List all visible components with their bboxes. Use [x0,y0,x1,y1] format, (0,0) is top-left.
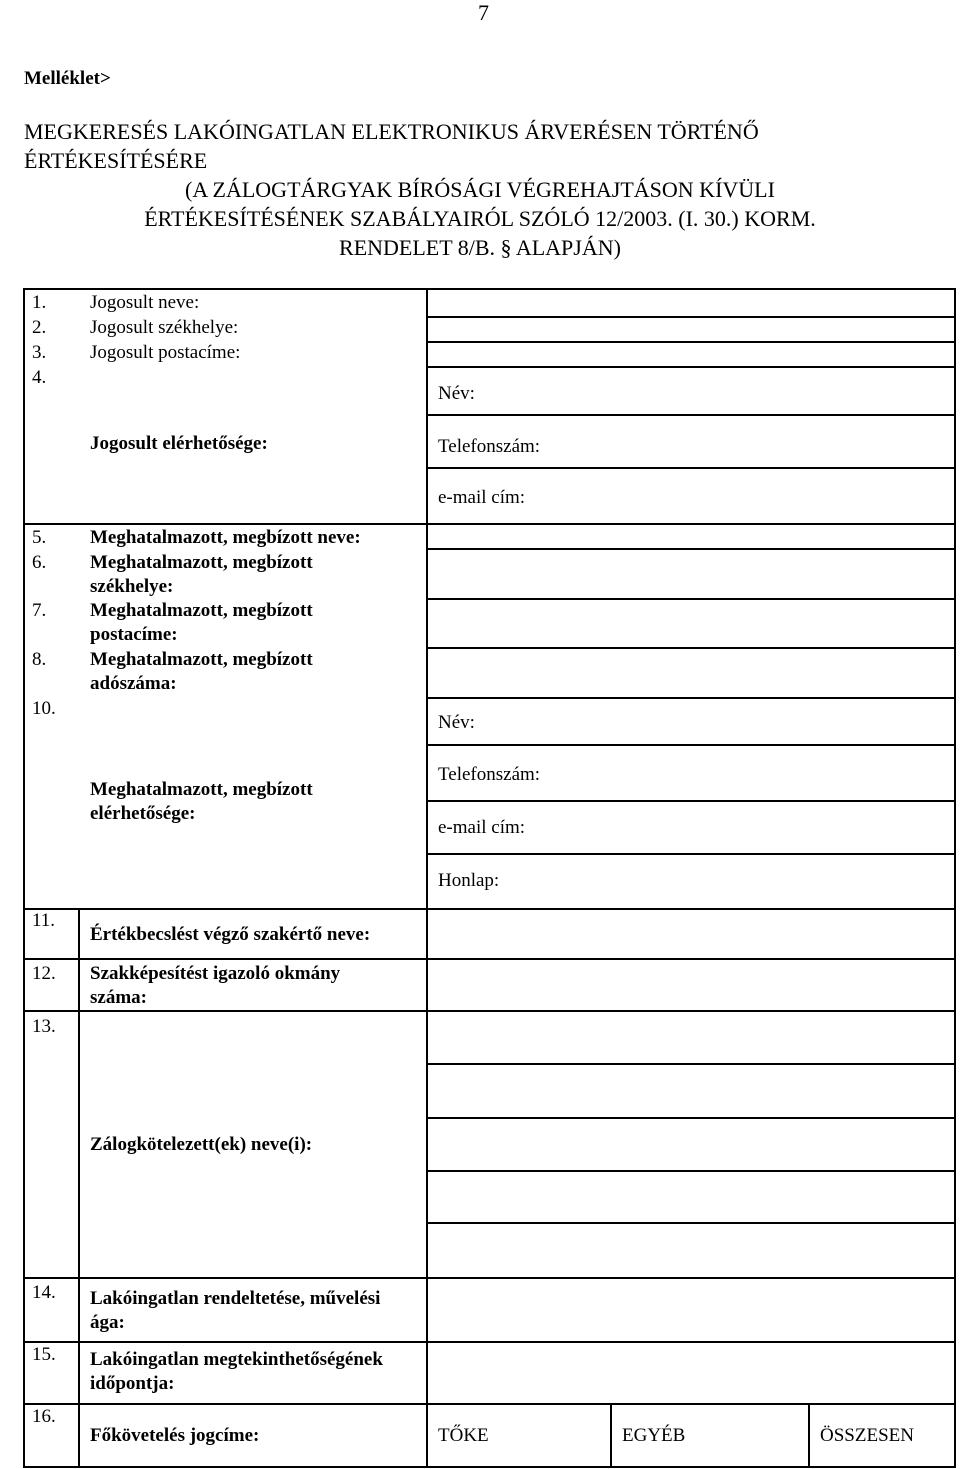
row-8-number: 8. [32,649,47,670]
title-line-2: ÉRTÉKESÍTÉSÉRE [24,148,208,173]
row-7-number: 7. [32,600,47,621]
column-header-osszesen: ÖSSZESEN [820,1425,914,1446]
row-1-number: 1. [32,292,47,313]
row-13-label: Zálogkötelezett(ek) neve(i): [90,1134,313,1155]
row-11-label: Értékbecslést végző szakértő neve: [90,924,371,945]
table-border-left [23,288,25,1468]
row-8-label-line-1: Meghatalmazott, megbízott [90,649,313,670]
row-6-label-line-1: Meghatalmazott, megbízott [90,552,313,573]
row-4-name-field: Név: [438,383,475,404]
row-7-label-line-2: postacíme: [90,624,178,645]
row-4-label: Jogosult elérhetősége: [90,433,268,454]
table-border-right [954,288,956,1468]
title-line-3: (A ZÁLOGTÁRGYAK BÍRÓSÁGI VÉGREHAJTÁSON KÍVÜLI [185,177,775,202]
cell-line [426,744,956,746]
row-12-label-line-2: száma: [90,987,147,1008]
row-12-number: 12. [32,963,56,984]
row-14-label-line-2: ága: [90,1312,125,1333]
row-line [23,958,956,960]
cell-line [426,548,956,550]
title-line-5: RENDELET 8/B. § ALAPJÁN) [339,235,621,260]
row-15-number: 15. [32,1344,56,1365]
row-15-label-line-1: Lakóingatlan megtekinthetőségének [90,1349,383,1370]
row-15-label-line-2: időpontja: [90,1373,175,1394]
row-5-number: 5. [32,527,47,548]
column-divider-number [78,908,80,1468]
row-5-label: Meghatalmazott, megbízott neve: [90,527,361,548]
row-10-name-field: Név: [438,712,475,733]
row-line [23,908,956,910]
row-14-number: 14. [32,1282,56,1303]
column-header-toke: TŐKE [438,1425,489,1446]
cell-line [426,800,956,802]
row-7-label-line-1: Meghatalmazott, megbízott [90,600,313,621]
cell-line [426,697,956,699]
row-1-label: Jogosult neve: [90,292,200,313]
row-3-number: 3. [32,342,47,363]
page-number: 7 [478,0,489,25]
row-4-email-field: e-mail cím: [438,487,526,508]
row-10-email-field: e-mail cím: [438,817,526,838]
row-10-phone-field: Telefonszám: [438,764,541,785]
row-6-number: 6. [32,552,47,573]
cell-line [426,316,956,318]
column-divider-value [426,288,428,1468]
row-10-label-line-1: Meghatalmazott, megbízott [90,779,313,800]
cell-line [426,467,956,469]
cell-line [426,341,956,343]
column-divider-osszesen [808,1403,810,1468]
row-8-label-line-2: adószáma: [90,673,177,694]
cell-line [426,1222,956,1224]
row-14-label-line-1: Lakóingatlan rendeltetése, művelési [90,1288,381,1309]
row-11-number: 11. [32,910,56,931]
cell-line [426,1117,956,1119]
cell-line [426,1063,956,1065]
column-divider-egyeb [610,1403,612,1468]
cell-line [426,366,956,368]
row-line [23,1341,956,1343]
row-2-label: Jogosult székhelye: [90,317,239,338]
row-3-label: Jogosult postacíme: [90,342,241,363]
row-2-number: 2. [32,317,47,338]
table-border-bottom [23,1466,956,1468]
row-4-number: 4. [32,367,47,388]
row-6-label-line-2: székhelye: [90,576,174,597]
title-line-4: ÉRTÉKESÍTÉSÉNEK SZABÁLYAIRÓL SZÓLÓ 12/2003. (I. 30.) KORM. [144,206,816,231]
annex-label: Melléklet> [24,68,111,89]
title-line-1: MEGKERESÉS LAKÓINGATLAN ELEKTRONIKUS ÁRVERÉSEN TÖRTÉNŐ [24,119,759,144]
row-line [23,1010,956,1012]
row-16-label: Főkövetelés jogcíme: [90,1425,260,1446]
row-10-number: 10. [32,698,56,719]
row-13-number: 13. [32,1016,56,1037]
row-10-homepage-field: Honlap: [438,870,500,891]
cell-line [426,647,956,649]
column-header-egyeb: EGYÉB [622,1425,686,1446]
row-line [23,523,956,525]
row-line [23,1277,956,1279]
cell-line [426,853,956,855]
cell-line [426,414,956,416]
row-line [23,1403,956,1405]
table-border-top [23,288,956,290]
cell-line [426,598,956,600]
row-4-phone-field: Telefonszám: [438,436,541,457]
row-16-number: 16. [32,1406,56,1427]
row-12-label-line-1: Szakképesítést igazoló okmány [90,963,341,984]
row-10-label-line-2: elérhetősége: [90,803,196,824]
cell-line [426,1170,956,1172]
